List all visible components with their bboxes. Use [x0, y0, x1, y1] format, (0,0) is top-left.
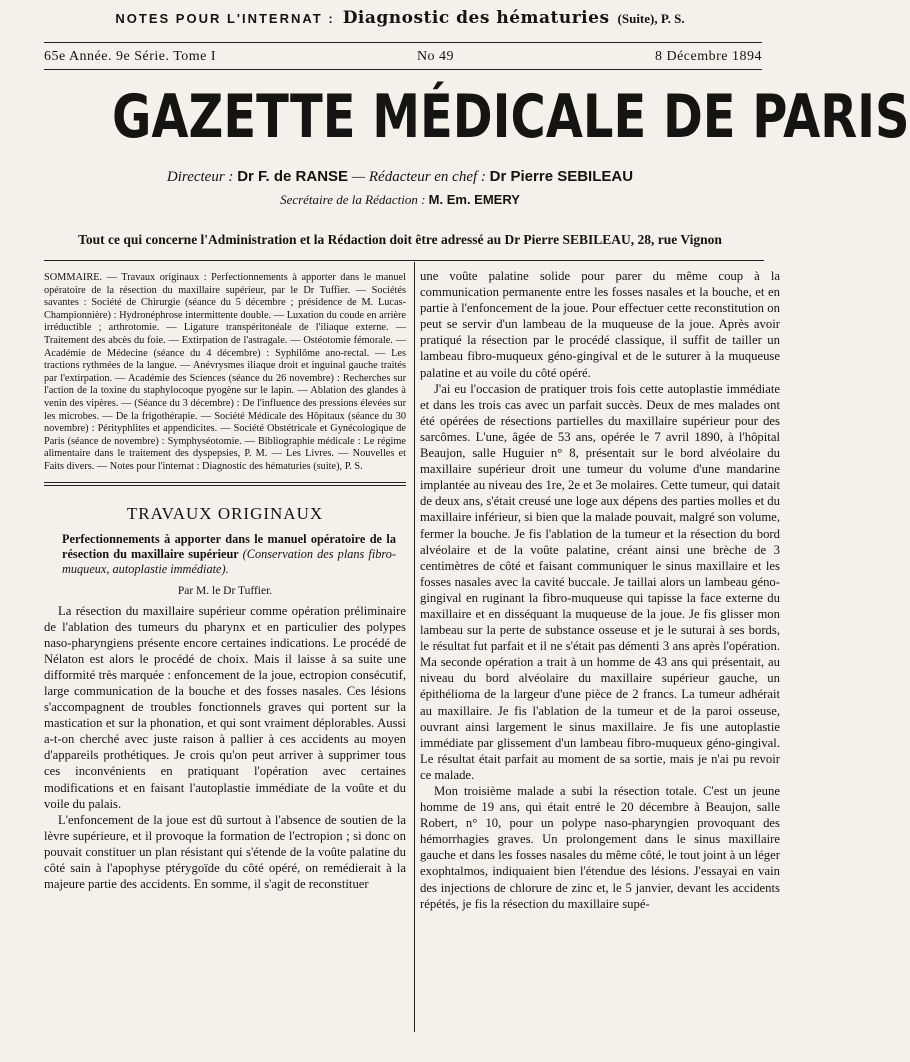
director-name: Dr F. de RANSE: [237, 168, 349, 185]
sommaire-rule-double: [44, 485, 406, 486]
section-title: TRAVAUX ORIGINAUX: [126, 503, 324, 523]
column-divider: [414, 262, 415, 1032]
issue-number: No 49: [416, 49, 455, 64]
left-paragraph-2: L'enfoncement de la joue est dû surtout à l'absence de soutien de la lèvre supérieure, et il provoque la formation de l'ectropion ; si donc on pouvait constituer un plan résistant qui s'étende de la voûte palatine du côté sain à l'apophyse ptérygoïde du côté opéré, on remédierait à la majeure partie des accidents. En somme, il s'agit de reconstituer: [44, 812, 406, 892]
right-column: [420, 268, 780, 912]
running-head-suite: (Suite), P. S.: [617, 11, 685, 26]
secretary-label: Secrétaire de la Rédaction :: [280, 192, 429, 207]
article-title-text: Perfectionnements à apporter dans le manuel opératoire de la résection du maxillaire supérieur: [62, 531, 396, 561]
secretary-name: M. Em. EMERY: [428, 192, 520, 207]
byline: Par M. le Dr Tuffier.: [177, 584, 273, 597]
editor-label: — Rédacteur en chef :: [348, 169, 490, 185]
administration-notice: Tout ce qui concerne l'Administration et la Rédaction doit être adressé au Dr Pierre SEBILEAU, 28, rue Vignon: [78, 232, 722, 247]
dateline: [44, 42, 762, 70]
sommaire-rule: [44, 482, 406, 483]
secretary-line: [40, 192, 760, 208]
right-paragraph-1: une voûte palatine solide pour parer du même coup à la communication permanente entre les fosses nasales et la bouche, et en partie à l'enfoncement de la joue. Pour effectuer cette reconstitution on peut se servir d'un lambeau de la muqueuse de la joue. Après avoir pratiqué la résection par le procédé classique, il suffit de tailler un lambeau fibro-muqueux géno-gingival et de le suturer à la muqueuse palatine et au voile du côté opéré.: [420, 269, 780, 380]
left-paragraph-1: La résection du maxillaire supérieur comme opération préliminaire de l'ablation des tumeurs du pharynx et en particulier des polypes naso-pharyngiens présente encore certaines indications. Le procédé de Nélaton est alors le procédé de choix. Mais il laisse à sa suite une difformité très marquée : enfoncement de la joue, ectropion consécutif, large communication de la bouche et des fosses nasales. Ces lésions s'accompagnent de troubles fonctionnels graves qui portent sur la mastication et sur la phonation, et qui sont vraiment déplorables. Aussi a-t-on cherché avec juste raison à pallier à ces accidents au moyen d'appareils prothétiques. Je crois qu'on peut arriver à supprimer tous ces inconvénients en pratiquant l'opération avec certaines modifications et en faisant l'autoplastie immédiate de la voûte et du voile du palais.: [44, 603, 406, 811]
running-head-notes: NOTES POUR L'INTERNAT :: [115, 11, 335, 26]
article-subtitle: (Conservation des plans fibro-muqueux, autoplastie immédiate).: [62, 546, 396, 576]
editor-name: Dr Pierre SEBILEAU: [489, 168, 634, 185]
header-rule: [44, 260, 764, 261]
volume-info: 65e Année. 9e Série. Tome I: [44, 49, 217, 64]
article-title: [62, 532, 396, 577]
left-column: [44, 272, 406, 892]
sommaire: SOMMAIRE. — Travaux originaux : Perfectionnements à apporter dans le manuel opératoire de la résection du maxillaire supérieur, par le Dr Tuffier. — Sociétés savantes : Société de Chirurgie (séance du 5 décembre ; présidence de M. Lucas-Championnière) : Hydronéphrose intermittente double. — Luxation du coude en arrière irréductible ; arthrotomie. — Ligature transpéritonéale de l'iliaque externe. — Traitement des abcès du foie. — Extirpation de l'astragale. — Ostéotomie fémorale. — Académie de Médecine (séance du 4 décembre) : Syphilôme ano-rectal. — Les tractions rythmées de la langue. — Anévrysmes iliaque droit et inguinal gauche traités par l'extirpation. — Académie des Sciences (séance du 26 novembre) : Recherches sur l'action de la toxine du staphylocoque pyogène sur le lapin. — Ablation des glandes à venin des vipères. — (Séance du 3 décembre) : De l'influence des pressions élevées sur les microbes. — De la frigothérapie. — Société Médicale des Hôpitaux (séance du 30 novembre) : Pérityphlites et appendicites. — Société Obstétricale et Gynécologique de Paris (séance de novembre) : Symphyséotomie. — Bibliographie médicale : Le régime alimentaire dans le traitement des dyspepsies, P. M. — Les Livres. — Nouvelles et Faits divers. — Notes pour l'internat : Diagnostic des hématuries (suite), P. S.: [44, 272, 406, 472]
masthead-title: GAZETTE MÉDICALE DE PARIS: [112, 82, 910, 152]
staff-line: [40, 168, 760, 186]
director-label: Directeur :: [166, 169, 238, 185]
running-head: [40, 8, 760, 34]
right-paragraph-3: Mon troisième malade a subi la résection totale. C'est un jeune homme de 19 ans, qui était entré le 20 décembre à Beaujon, salle Robert, n° 10, pour un polype naso-pharyngien provoquant des hémorrhagies graves. Un prolongement dans le sinus maxillaire gauche et dans les fosses nasales du même côté, le tout joint à un léger exophtalmos, indiquaient bien l'étendue des lésions. J'essayai en vain des injections de chlorure de zinc et, le 5 janvier, devant les accidents répétés, je fis la résection du maxillaire supé-: [420, 784, 780, 911]
running-head-title: Diagnostic des hématuries: [342, 8, 610, 28]
issue-date: 8 Décembre 1894: [654, 49, 762, 64]
right-paragraph-2: J'ai eu l'occasion de pratiquer trois fois cette autoplastie immédiate et dans les trois cas avec un parfait succès. Deux de mes malades ont été opérées de résections partielles du maxillaire supérieur pour des sarcômes. L'une, âgée de 53 ans, opérée le 7 avril 1890, à l'hôpital Beaujon, salle Huguier n° 8, présentait sur le bord alvéolaire du maxillaire supérieur droit une tumeur du volume d'une mandarine implantée au niveau des 1re, 2e et 3e molaires. Cette tumeur, qui datait de deux ans, s'était creusé une loge aux dépens des parties molles et du maxillaire inférieur, si bien que la malade pouvait, malgré son volume, fermer la bouche. Je fis l'ablation de la tumeur et la résection du bord alvéolaire et de la voûte palatine, créant ainsi une brèche de 3 centimètres de côté et faisant communiquer le sinus maxillaire et les fosses nasales avec la cavité buccale. Je taillai alors un lambeau géno-gingival en ruginant la fibro-muqueuse qui tapisse la face externe du maxillaire et en disséquant la muqueuse de la joue. Je fis glisser mon lambeau sur la perte de substance osseuse et je le suturai à ses bords, le résultat fut parfait et il ne s'était pas démenti 3 ans après l'opération. Ma seconde opération a trait à un homme de 43 ans qui présentait, au niveau du bord alvéolaire du maxillaire supérieur gauche, un épithélioma de la largeur d'une pièce de 2 francs. La tumeur adhérait au maxillaire. Je fis l'ablation de la tumeur et de la paroi osseuse, ouvrant ainsi largement le sinus maxillaire. Je fis une autoplastie immédiate par glissement d'un lambeau fibro-muqueux géno-gingival. Le résultat était parfait au moment de sa sortie, mais je n'ai pu revoir ce malade.: [420, 381, 780, 782]
